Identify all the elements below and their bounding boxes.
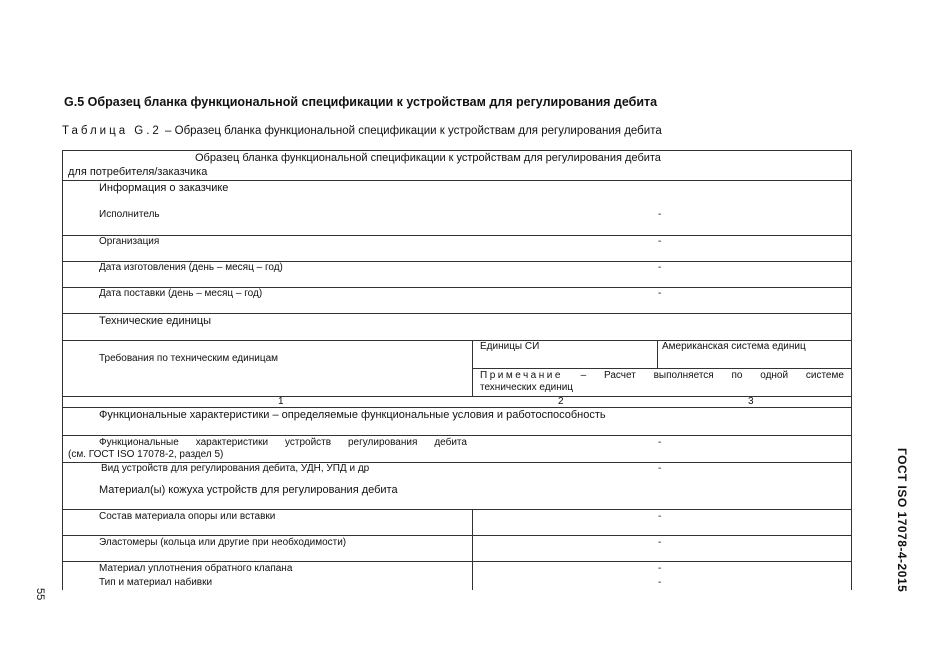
table-header-subtitle: для потребителя/заказчика [68,166,208,178]
row-label-elastomers: Эластомеры (кольца или другие при необходимости) [99,537,347,548]
table-rule [472,368,852,369]
row-value-elastomers: - [658,537,662,548]
column-number-3: 3 [748,396,754,407]
table-border-right [851,150,852,590]
table-col-divider [657,340,658,368]
section-heading-materials: Материал(ы) кожуха устройств для регулирования дебита [99,484,398,496]
functional-word: Функциональные [99,437,179,448]
row-value-manufacture-date: - [658,262,662,273]
row-label-functional-ref: (см. ГОСТ ISO 17078-2, раздел 5) [68,449,224,460]
table-border-left [62,150,63,590]
section-heading-customer-info: Информация о заказчике [99,182,229,194]
table-rule [62,396,852,397]
si-units-label: Единицы СИ [480,341,540,352]
row-value-delivery-date: - [658,288,662,299]
section-heading-tech-units: Технические единицы [99,315,212,327]
tech-units-note [480,370,844,394]
row-label-executor: Исполнитель [99,209,160,220]
functional-word: характеристики [195,437,269,448]
note-word: одной [760,370,789,381]
table-rule [62,509,852,510]
note-line2: технических единиц [480,382,574,393]
row-label-organization: Организация [99,236,160,247]
row-label-delivery-date: Дата поставки (день – месяц – год) [99,288,263,299]
table-rule [62,435,852,436]
table-rule [62,535,852,536]
table-col-divider [472,509,473,590]
page-number: 55 [34,588,46,601]
row-value-functional: - [658,437,662,448]
table-rule [62,313,852,314]
table-rule [62,407,852,408]
note-word: Расчет [603,370,636,381]
table-caption-label: Таблица G.2 [62,125,162,137]
row-label-support-material: Состав материала опоры или вставки [99,511,276,522]
functional-word: дебита [434,437,467,448]
column-number-1: 1 [278,396,284,407]
note-word: Примечание [480,370,563,381]
row-value-organization: - [658,236,662,247]
row-label-tech-units: Требования по техническим единицам [99,353,279,364]
note-word: – [580,370,587,381]
row-label-manufacture-date: Дата изготовления (день – месяц – год) [99,262,283,273]
row-value-executor: - [658,209,662,220]
table-caption-text: – Образец бланка функциональной спецификации к устройствам для регулирования дебита [165,125,662,137]
row-value-device-type: - [658,463,662,474]
document-code: ГОСТ ISO 17078-4-2015 [895,448,909,593]
functional-word: регулирования [348,437,418,448]
column-number-2: 2 [558,396,564,407]
table-rule [62,235,852,236]
row-label-functional [99,437,467,449]
note-word: выполняется [653,370,714,381]
functional-word: устройств [285,437,332,448]
note-word: по [731,370,743,381]
row-value-packing: - [658,577,662,588]
row-label-device-type: Вид устройств для регулирования дебита, УДН, УПД и др [101,463,370,474]
table-caption [62,125,662,137]
table-header-title: Образец бланка функциональной спецификации к устройствам для регулирования дебита [195,152,661,164]
row-label-packing: Тип и материал набивки [99,577,213,588]
table-border-top [62,150,852,151]
row-value-check-valve-seal: - [658,563,662,574]
section-title: G.5 Образец бланка функциональной спецификации к устройствам для регулирования дебита [64,95,658,109]
section-heading-functional: Функциональные характеристики – определяемые функциональные условия и работоспособность [99,409,606,421]
table-col-divider [472,340,473,396]
row-value-support-material: - [658,511,662,522]
us-units-label: Американская система единиц [662,341,806,352]
table-rule [62,180,852,181]
specification-table [62,150,852,590]
note-word: системе [805,370,844,381]
row-label-check-valve-seal: Материал уплотнения обратного клапана [99,563,293,574]
table-rule [62,561,852,562]
